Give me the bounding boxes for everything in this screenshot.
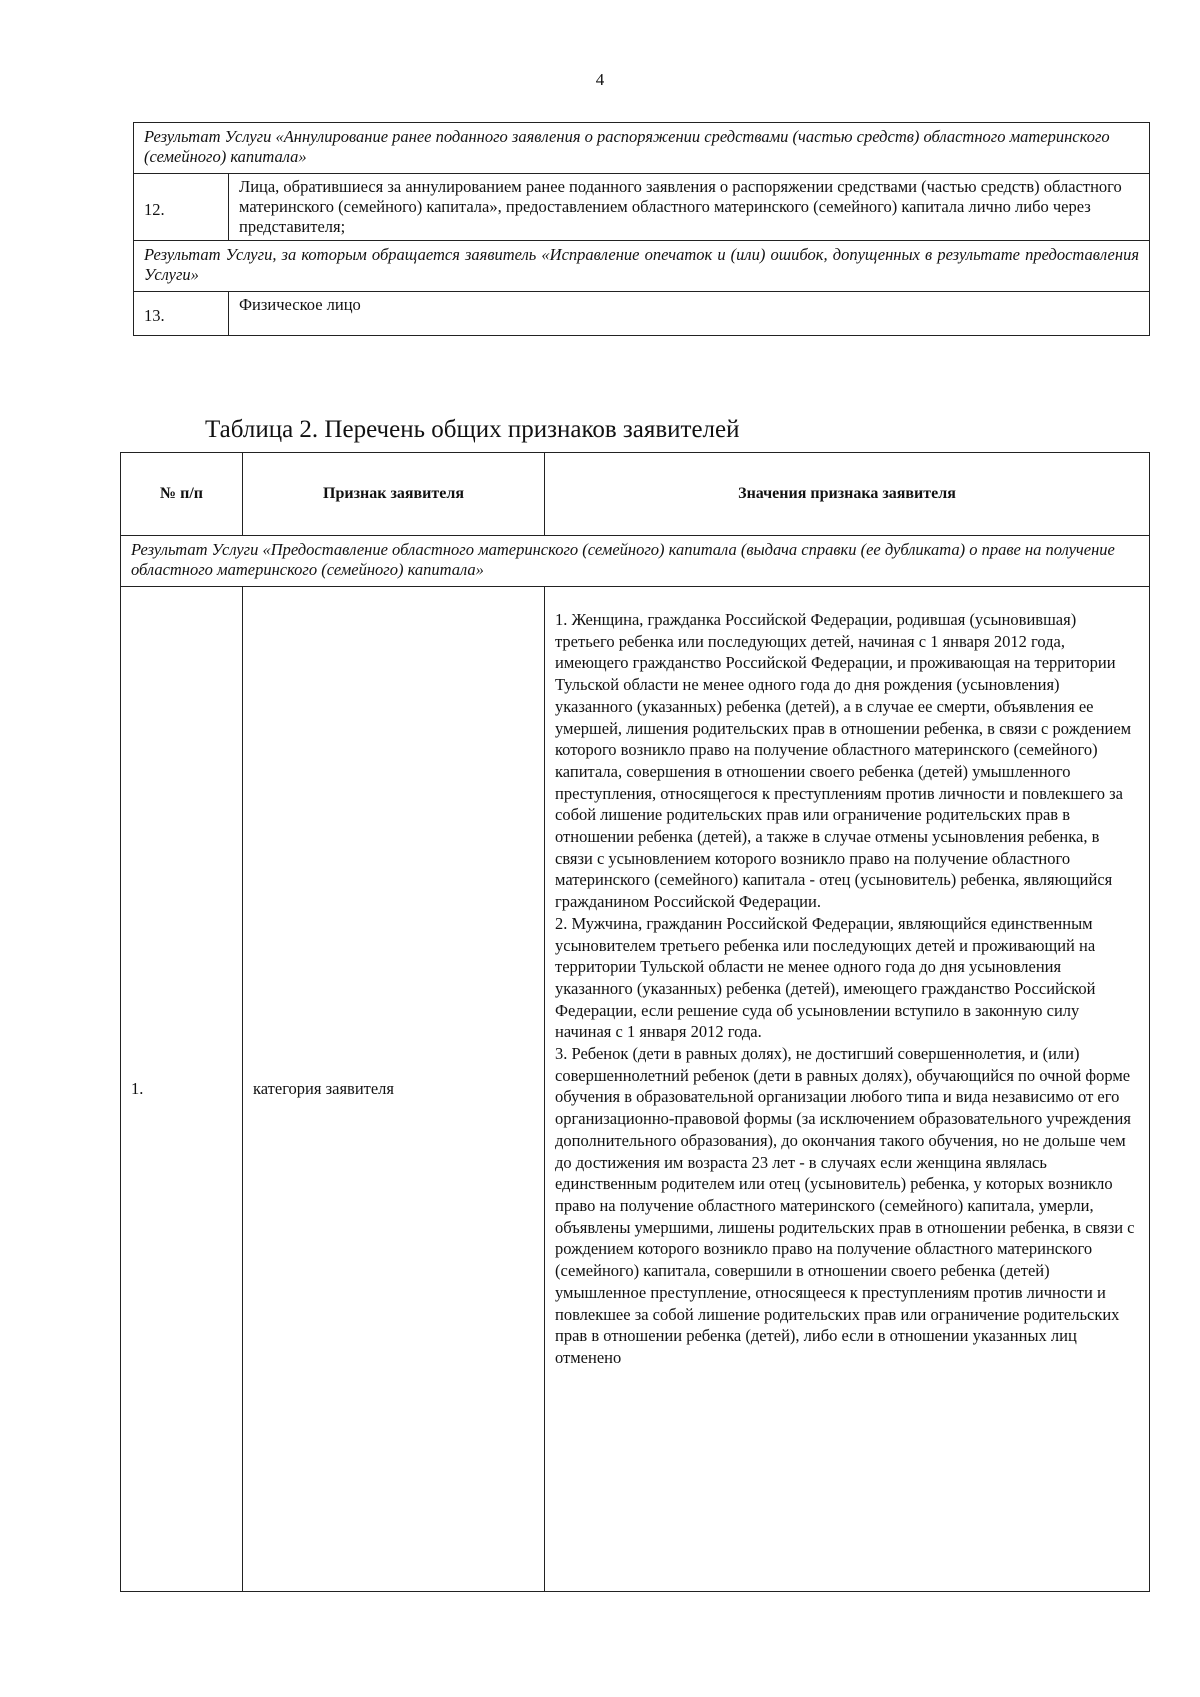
result-header-correction: Результат Услуги, за которым обращается заявитель «Исправление опечаток и (или) ошибок, допущенных в результате предоставления Услуги» bbox=[134, 241, 1150, 292]
applicants-table-continued bbox=[133, 122, 1150, 336]
value-item-3: 3. Ребенок (дети в равных долях), не достигший совершеннолетия, и (или) совершеннолетний ребенок (дети в равных долях), обучающийся по очной форме обучения в образовательной организации любого типа и вида независимо от его организационно-правовой формы (за исключением образовательного учреждения дополнительного образования), до окончания такого обучения, но не дольше чем до достижения им возраста 23 лет - в случаях если женщина являлась единственным родителем или отец (усыновитель) ребенка, у которых возникло право на получение областного материнского (семейного) капитала, умерли, объявлены умершими, лишены родительских прав в отношении ребенка, в связи с рождением которого возникло право на получение областного материнского (семейного) капитала, совершили в отношении своего ребенка (детей) умышленное преступление, относящееся к преступлениям против личности и повлекшее за собой лишение родительских прав или ограничение родительских прав в отношении ребенка (детей), либо если в отношении указанных лиц отменено bbox=[555, 1044, 1135, 1367]
applicant-description: Лица, обратившиеся за аннулированием ранее поданного заявления о распоряжении средствами (частью средств) областного материнского (семейного) капитала», предоставлением областного материнского (семейного) капитала лично либо через представителя; bbox=[229, 174, 1150, 241]
column-header-number: № п/п bbox=[121, 453, 243, 536]
row-number: 1. bbox=[121, 587, 243, 1592]
column-header-attribute: Признак заявителя bbox=[243, 453, 545, 536]
row-number: 13. bbox=[134, 292, 229, 336]
attribute-values bbox=[545, 587, 1150, 1592]
applicant-attributes-table bbox=[120, 452, 1150, 1592]
value-item-2: 2. Мужчина, гражданин Российской Федерации, являющийся единственным усыновителем третьего ребенка или последующих детей и проживающий на территории Тульской области не менее одного года до дня усыновления указанного (указанных) ребенка (детей), имеющего гражданство Российской Федерации, если решение суда об усыновлении вступило в законную силу начиная с 1 января 2012 года. bbox=[555, 913, 1096, 1042]
table-row bbox=[134, 174, 1150, 241]
table-row bbox=[134, 123, 1150, 174]
result-header-annulment: Результат Услуги «Аннулирование ранее поданного заявления о распоряжении средствами (частью средств) областного материнского (семейного) капитала» bbox=[134, 123, 1150, 174]
page-number: 4 bbox=[595, 70, 605, 89]
result-header-provision: Результат Услуги «Предоставление областного материнского (семейного) капитала (выдача справки (ее дубликата) о праве на получение областного материнского (семейного) капитала» bbox=[121, 536, 1150, 587]
table-header-row bbox=[121, 453, 1150, 536]
table-row bbox=[134, 241, 1150, 292]
table-title: Таблица 2. Перечень общих признаков заявителей bbox=[205, 416, 740, 443]
row-number: 12. bbox=[134, 174, 229, 241]
attribute-name: категория заявителя bbox=[243, 587, 545, 1592]
value-item-1: 1. Женщина, гражданка Российской Федерации, родившая (усыновившая) третьего ребенка или последующих детей, начиная с 1 января 2012 года, имеющего гражданство Российской Федерации, и проживающая на территории Тульской области не менее одного года до дня рождения (усыновления) указанного (указанных) ребенка (детей), а в случае ее смерти, объявления ее умершей, лишения родительских прав в отношении ребенка, в связи с рождением которого возникло право на получение областного материнского (семейного) капитала, совершения в отношении своего ребенка (детей) умышленного преступления, относящегося к преступлениям против личности и повлекшего за собой лишение родительских прав или ограничение родительских прав в отношении ребенка (детей), а также в случае отмены усыновления ребенка, в связи с усыновлением которого возникло право на получение областного материнского (семейного) капитала - отец (усыновитель) ребенка, являющийся гражданином Российской Федерации. bbox=[555, 610, 1132, 912]
applicant-description: Физическое лицо bbox=[229, 292, 1150, 336]
column-header-values: Значения признака заявителя bbox=[545, 453, 1150, 536]
table-row bbox=[121, 536, 1150, 587]
table-row bbox=[134, 292, 1150, 336]
table-row bbox=[121, 587, 1150, 1592]
